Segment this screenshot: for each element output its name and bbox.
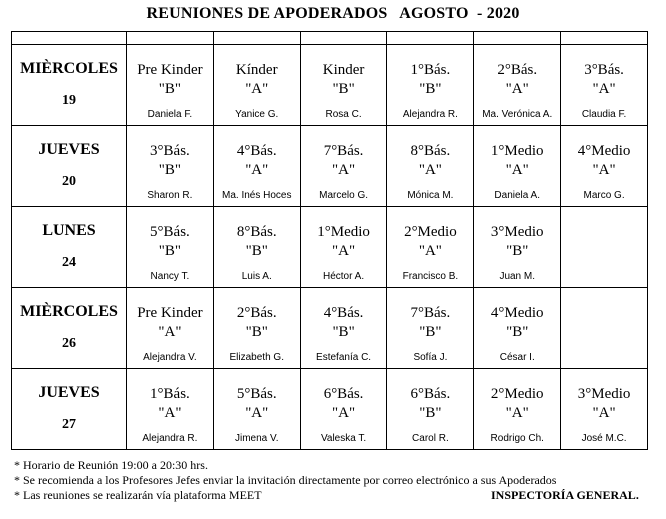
- course-letter: "A": [158, 324, 182, 340]
- day-name: LUNES: [42, 222, 96, 239]
- teacher-name: José M.C.: [581, 433, 627, 444]
- course-name: Pre Kinder: [137, 62, 203, 78]
- course-name: 2°Medio: [404, 224, 457, 240]
- day-date: 26: [62, 336, 76, 351]
- course-name: 6°Bás.: [410, 386, 451, 402]
- signature: INSPECTORÍA GENERAL.: [491, 488, 639, 502]
- course-name: 4°Bás.: [236, 143, 277, 159]
- schedule-table: [11, 31, 648, 450]
- course-letter: "B": [332, 324, 355, 340]
- course-letter: "B": [419, 405, 442, 421]
- course-name: 3°Medio: [490, 224, 544, 240]
- course-cell: [561, 126, 648, 207]
- course-cell: [213, 45, 300, 126]
- course-letter: "A": [245, 405, 269, 421]
- course-letter: "A": [332, 243, 356, 259]
- course-letter: "B": [332, 81, 355, 97]
- day-cell: [12, 207, 127, 288]
- course-cell: [213, 288, 300, 369]
- course-name: 8°Bás.: [236, 224, 277, 240]
- course-letter: "A": [505, 405, 529, 421]
- course-cell: [561, 45, 648, 126]
- course-cell: [127, 45, 214, 126]
- teacher-name: Claudia F.: [581, 109, 627, 120]
- course-letter: "B": [245, 243, 268, 259]
- course-letter: "A": [505, 81, 529, 97]
- course-name: 7°Bás.: [323, 143, 364, 159]
- course-cell: [387, 288, 474, 369]
- note-platform: * Las reuniones se realizarán vía plataforma MEET: [14, 488, 262, 502]
- course-letter: "A": [592, 162, 616, 178]
- note-schedule: * Horario de Reunión 19:00 a 20:30 hrs.: [14, 458, 208, 472]
- course-name: Kinder: [322, 62, 365, 78]
- course-name: 3°Medio: [577, 386, 631, 402]
- day-name: JUEVES: [38, 141, 100, 158]
- course-letter: "A": [332, 162, 356, 178]
- course-name: Kínder: [235, 62, 278, 78]
- course-letter: "A": [592, 81, 616, 97]
- teacher-name: Rosa C.: [325, 109, 362, 120]
- schedule-row: [12, 207, 648, 288]
- course-name: 1°Medio: [490, 143, 544, 159]
- course-cell: [561, 207, 648, 288]
- course-cell: [127, 369, 214, 450]
- course-letter: "B": [506, 324, 529, 340]
- course-name: 8°Bás.: [410, 143, 451, 159]
- teacher-name: Francisco B.: [402, 271, 459, 282]
- course-letter: "B": [158, 243, 182, 259]
- course-cell: [474, 126, 561, 207]
- course-letter: "B": [419, 324, 442, 340]
- course-name: 5°Bás.: [150, 224, 190, 240]
- course-letter: "B": [158, 81, 182, 97]
- teacher-name: Yanice G.: [235, 109, 279, 120]
- teacher-name: Marcelo G.: [319, 190, 369, 201]
- course-cell: [387, 45, 474, 126]
- course-name: 6°Bás.: [323, 386, 364, 402]
- schedule-row: [12, 288, 648, 369]
- course-cell: [127, 126, 214, 207]
- course-cell: [300, 207, 387, 288]
- day-date: 27: [62, 417, 76, 432]
- note-invitation: * Se recomienda a los Profesores Jefes enviar la invitación directamente por correo electrónico a sus Apoderados: [14, 473, 557, 487]
- course-cell: [387, 207, 474, 288]
- teacher-name: Valeska T.: [320, 433, 367, 444]
- course-name: 2°Bás.: [497, 62, 538, 78]
- teacher-name: Héctor A.: [323, 271, 365, 282]
- teacher-name: Alejandra V.: [143, 352, 197, 363]
- course-cell: [300, 288, 387, 369]
- teacher-name: Estefanía C.: [316, 352, 372, 363]
- day-name: MIÈRCOLES: [20, 60, 118, 77]
- course-cell: [561, 369, 648, 450]
- course-cell: [474, 207, 561, 288]
- course-cell: [474, 45, 561, 126]
- course-name: 2°Medio: [490, 386, 544, 402]
- day-name: JUEVES: [38, 384, 100, 401]
- course-name: 1°Medio: [317, 224, 370, 240]
- day-cell: [12, 45, 127, 126]
- teacher-name: Daniela A.: [494, 190, 541, 201]
- course-letter: "B": [158, 162, 182, 178]
- teacher-name: Jimena V.: [234, 433, 279, 444]
- teacher-name: Carol R.: [412, 433, 449, 444]
- course-name: 4°Medio: [490, 305, 544, 321]
- schedule-row: [12, 369, 648, 450]
- teacher-name: César I.: [499, 352, 535, 363]
- day-cell: [12, 126, 127, 207]
- course-letter: "B": [245, 324, 268, 340]
- day-cell: [12, 369, 127, 450]
- course-cell: [213, 207, 300, 288]
- course-cell: [127, 288, 214, 369]
- course-cell: [127, 207, 214, 288]
- course-cell: [561, 288, 648, 369]
- course-cell: [474, 369, 561, 450]
- course-name: 3°Bás.: [150, 143, 190, 159]
- course-cell: [387, 369, 474, 450]
- course-cell: [300, 45, 387, 126]
- day-cell: [12, 288, 127, 369]
- day-name: MIÈRCOLES: [20, 303, 118, 320]
- course-name: 7°Bás.: [410, 305, 451, 321]
- page-title: REUNIONES DE APODERADOS AGOSTO - 2020: [146, 5, 520, 22]
- teacher-name: Mónica M.: [407, 190, 454, 201]
- course-name: 4°Bás.: [323, 305, 364, 321]
- course-name: 2°Bás.: [236, 305, 277, 321]
- day-date: 24: [62, 255, 76, 270]
- teacher-name: Ma. Inés Hoces: [222, 190, 292, 201]
- teacher-name: Alejandra R.: [142, 433, 198, 444]
- teacher-name: Marco G.: [583, 190, 625, 201]
- teacher-name: Sharon R.: [147, 190, 193, 201]
- course-letter: "A": [332, 405, 356, 421]
- course-letter: "B": [419, 81, 442, 97]
- course-letter: "A": [418, 243, 442, 259]
- course-name: 1°Bás.: [410, 62, 451, 78]
- course-cell: [474, 288, 561, 369]
- schedule-row: [12, 45, 648, 126]
- teacher-name: Luis A.: [241, 271, 272, 282]
- course-cell: [213, 126, 300, 207]
- course-cell: [213, 369, 300, 450]
- day-date: 20: [62, 174, 76, 189]
- course-name: 3°Bás.: [584, 62, 624, 78]
- teacher-name: Ma. Verónica A.: [482, 109, 553, 120]
- teacher-name: Sofía J.: [413, 352, 448, 363]
- course-cell: [300, 126, 387, 207]
- course-letter: "A": [158, 405, 182, 421]
- header-spacer-row: [12, 32, 648, 45]
- course-letter: "A": [592, 405, 616, 421]
- teacher-name: Alejandra R.: [402, 109, 458, 120]
- course-letter: "A": [505, 162, 529, 178]
- course-name: 5°Bás.: [236, 386, 277, 402]
- teacher-name: Elizabeth G.: [229, 352, 284, 363]
- course-letter: "A": [245, 162, 269, 178]
- day-date: 19: [62, 93, 76, 108]
- course-letter: "A": [245, 81, 269, 97]
- teacher-name: Nancy T.: [150, 271, 190, 282]
- course-letter: "A": [418, 162, 442, 178]
- course-letter: "B": [506, 243, 529, 259]
- course-name: 4°Medio: [577, 143, 631, 159]
- teacher-name: Juan M.: [499, 271, 536, 282]
- teacher-name: Rodrigo Ch.: [490, 433, 544, 444]
- teacher-name: Daniela F.: [147, 109, 193, 120]
- schedule-row: [12, 126, 648, 207]
- course-cell: [387, 126, 474, 207]
- course-name: Pre Kinder: [137, 305, 203, 321]
- course-name: 1°Bás.: [150, 386, 190, 402]
- course-cell: [300, 369, 387, 450]
